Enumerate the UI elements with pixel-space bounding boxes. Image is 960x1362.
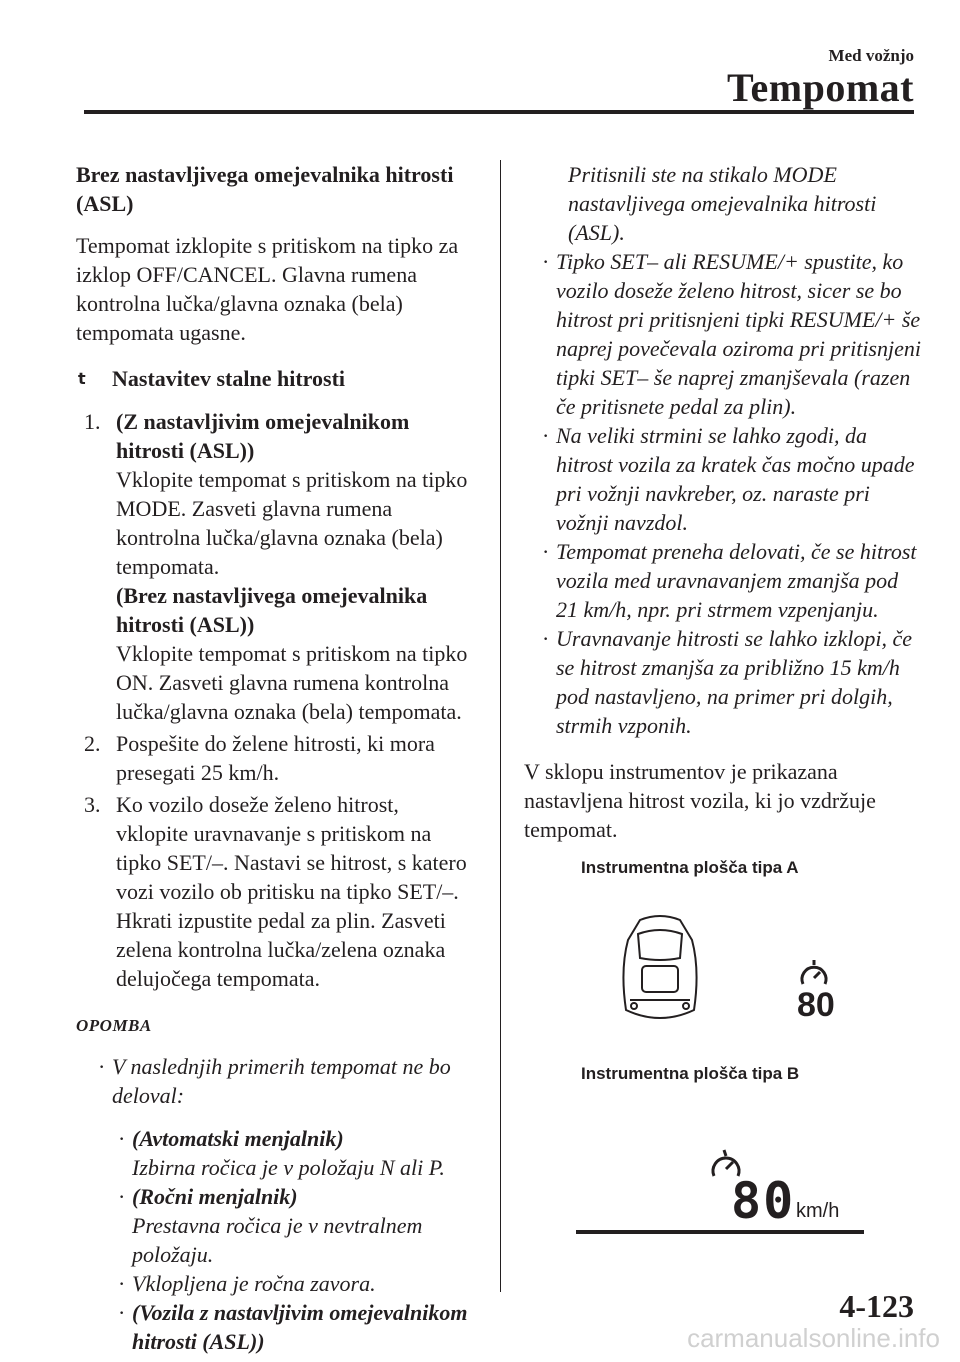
note-continuation: Pritisnili ste na stikalo MODE nastavljivega omejevalnika hitrosti (ASL). xyxy=(568,162,877,245)
note-item: · (Avtomatski menjalnik) Izbirna ročica je v položaju N ali P. xyxy=(118,1126,445,1180)
closing-paragraph: V sklopu instrumentov je prikazana nastavljena hitrost vozila, ki jo vzdržuje tempomat. xyxy=(524,759,876,842)
intro-paragraph: Tempomat izklopite s pritiskom na tipko za izklop OFF/CANCEL. Glavna rumena kontrolna lučka/glavna oznaka (bela) tempomata ugasne. xyxy=(76,233,459,345)
section-title: Nastavitev stalne hitrosti xyxy=(112,366,346,391)
note-bullet: · Na veliki strmini se lahko zgodi, da hitrost vozila za kratek čas močno upade pri vožnji navkreber, oz. naraste pri vožnji navzdol. xyxy=(542,423,915,535)
cruise-control-icon xyxy=(802,960,826,984)
speed-unit: km/h xyxy=(796,1200,840,1222)
note-item: · (Ročni menjalnik) Prestavna ročica je v nevtralnem položaju. xyxy=(118,1184,423,1267)
step-1-head-b: (Brez nastavljivega omejevalnika hitrosti (ASL)) xyxy=(116,583,428,637)
set-speed-a: 80 xyxy=(797,986,835,1024)
page-title: Tempomat xyxy=(727,65,914,110)
left-column xyxy=(76,160,476,1356)
step-1-text-b: Vklopite tempomat s pritiskom na tipko ON. Zasveti glavna rumena kontrolna lučka/glavna oznaka (bela) tempomata. xyxy=(116,641,468,724)
note-intro: · V naslednjih primerih tempomat ne bo deloval: xyxy=(98,1054,451,1108)
figure-b-panel xyxy=(576,1140,866,1240)
step-1: 1. (Z nastavljivim omejevalnikom hitrosti (ASL)) Vklopite tempomat s pritiskom na tipko MODE. Zasveti glavna rumena kontrolna lučka/glavna oznaka (bela) tempomata. (Brez nastavljivega omejevalnika hitrosti (ASL)) Vklopite tempomat s pritiskom na tipko ON. Zasveti glavna rumena kontrolna lučka/glavna oznaka (bela) tempomata. xyxy=(76,407,476,726)
car-top-icon xyxy=(623,916,696,1018)
note-item: · Vklopljena je ročna zavora. xyxy=(118,1271,376,1296)
note-bullet: · Tipko SET– ali RESUME/+ spustite, ko vozilo doseže želeno hitrost, sicer se bo hitrost pri pritisnjeni tipki RESUME/+ še naprej povečevala oziroma pri pritisnjeni tipki SET– še naprej zmanjševala (razen če pritisnete pedal za plin). xyxy=(542,249,921,419)
watermark: carmanualsonline.info xyxy=(687,1323,940,1353)
step-2: 2. Pospešite do želene hitrosti, ki mora presegati 25 km/h. xyxy=(84,731,435,785)
note-bullet: · Tempomat preneha delovati, če se hitrost vozila med uravnavanjem zmanjša pod 21 km/h, npr. pri strmem vzpenjanju. xyxy=(542,539,917,622)
section-heading xyxy=(76,364,476,393)
step-1-head-a: (Z nastavljivim omejevalnikom hitrosti (ASL)) xyxy=(116,409,410,463)
set-speed-b: 80 xyxy=(731,1172,796,1230)
column-divider xyxy=(500,160,501,1292)
note-title: OPOMBA xyxy=(76,1016,152,1035)
step-3: 3. Ko vozilo doseže želeno hitrost, vklopite uravnavanje s pritiskom na tipko SET/–. Nastavi se hitrost, s katero vozi vozilo ob pritisku na tipko SET/–. Hkrati izpustite pedal za plin. Zasveti zelena kontrolna lučka/zelena oznaka delujočega tempomata. xyxy=(84,792,467,991)
note-item: · (Vozila z nastavljivim omejevalnikom hitrosti (ASL)) xyxy=(118,1300,468,1354)
header-section: Med vožnjo xyxy=(828,46,914,65)
section-symbol: t xyxy=(78,369,86,388)
right-column xyxy=(524,160,924,844)
page-number: 4-123 xyxy=(839,1288,914,1324)
note-bullet: · Uravnavanje hitrosti se lahko izklopi, če se hitrost zmanjša za približno 15 km/h pod nastavljeno, na primer pri dolgih, strmih vzponih. xyxy=(542,626,913,738)
step-1-text-a: Vklopite tempomat s pritiskom na tipko MODE. Zasveti glavna rumena kontrolna lučka/glavna oznaka (bela) tempomata. xyxy=(116,467,468,579)
header-rule xyxy=(84,110,914,114)
figure-a-title: Instrumentna plošča tipa A xyxy=(581,858,799,877)
figure-b-title: Instrumentna plošča tipa B xyxy=(581,1064,800,1083)
subheading: Brez nastavljivega omejevalnika hitrosti (ASL) xyxy=(76,162,454,216)
